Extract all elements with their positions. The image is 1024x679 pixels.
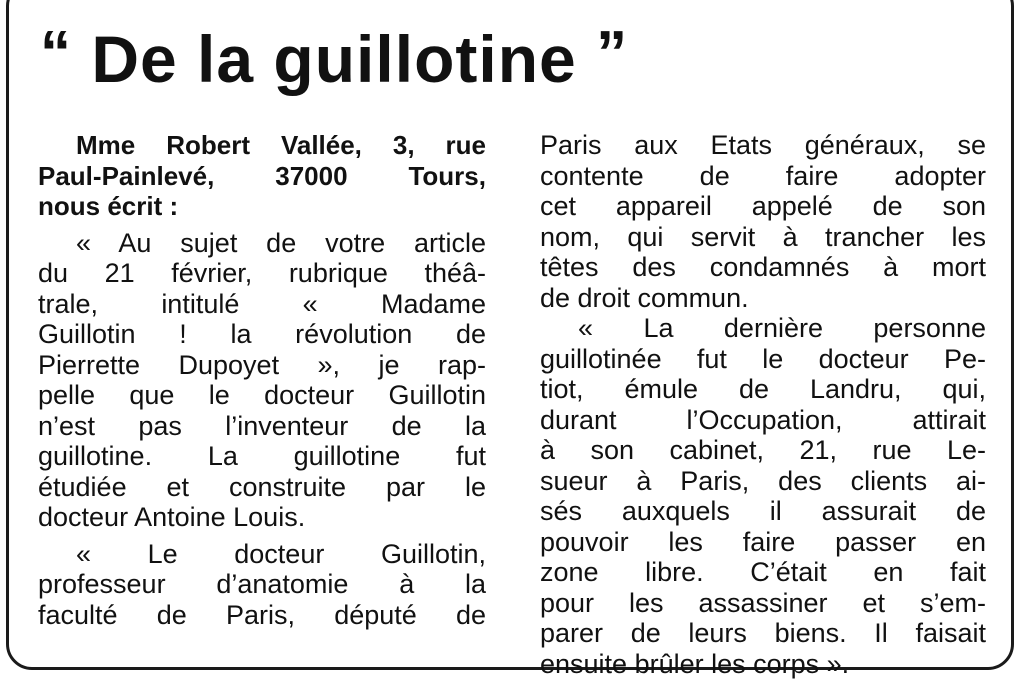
right-column <box>540 130 986 679</box>
body-paragraph <box>540 313 986 679</box>
text-line: professeur d’anatomie à la <box>38 569 486 599</box>
text-line: guillotine. La guillotine fut <box>38 441 486 471</box>
text-line: trale, intitulé « Madame <box>38 288 486 319</box>
article-title <box>40 14 628 99</box>
title-open-quote: “ <box>40 19 72 88</box>
text-line: ensuite brûler les corps ». <box>540 648 850 679</box>
text-line: sés auxquels il assurait de <box>540 496 986 526</box>
text-line: étudiée et construite par le <box>38 471 486 502</box>
text-line: sueur à Paris, des clients ai- <box>540 465 986 496</box>
intro-line: Mme Robert Vallée, 3, rue <box>76 130 486 160</box>
text-line: « Au sujet de votre article <box>76 227 486 258</box>
text-line: têtes des condamnés à mort <box>540 252 986 282</box>
text-line: pour les assassiner et s’em- <box>540 587 986 618</box>
intro-line: nous écrit : <box>38 191 179 221</box>
text-line: zone libre. C’était en fait <box>540 557 986 587</box>
title-close-quote: ” <box>596 19 629 88</box>
text-line: à son cabinet, 21, rue Le- <box>540 435 986 465</box>
text-line: tiot, émule de Landru, qui, <box>540 374 986 404</box>
body-paragraph <box>38 539 486 631</box>
text-line: pouvoir les faire passer en <box>540 526 986 557</box>
body-paragraph <box>38 228 486 533</box>
body-paragraph <box>540 130 986 313</box>
text-line: n’est pas l’inventeur de la <box>38 410 486 441</box>
text-line: Pierrette Dupoyet », je rap- <box>38 349 486 380</box>
text-line: Paris aux Etats généraux, se <box>540 130 986 160</box>
intro-paragraph <box>38 130 486 222</box>
text-line: du 21 février, rubrique théâ- <box>38 258 486 288</box>
text-line: « La dernière personne <box>578 313 986 343</box>
title-text: De la guillotine <box>91 22 577 96</box>
intro-line: Paul-Painlevé, 37000 Tours, <box>38 160 486 191</box>
text-line: « Le docteur Guillotin, <box>76 538 486 569</box>
text-line: Guillotin ! la révolution de <box>38 319 486 349</box>
text-line: docteur Antoine Louis. <box>38 502 306 532</box>
text-line: contente de faire adopter <box>540 160 986 191</box>
left-column <box>38 130 486 630</box>
text-line: cet appareil appelé de son <box>540 191 986 221</box>
text-line: faculté de Paris, député de <box>38 599 486 630</box>
text-line: pelle que le docteur Guillotin <box>38 380 486 410</box>
text-line: parer de leurs biens. Il faisait <box>540 618 986 648</box>
text-line: de droit commun. <box>540 282 749 313</box>
text-line: nom, qui servit à trancher les <box>540 221 986 252</box>
text-line: durant l’Occupation, attirait <box>540 404 986 435</box>
text-line: guillotinée fut le docteur Pe- <box>540 343 986 374</box>
